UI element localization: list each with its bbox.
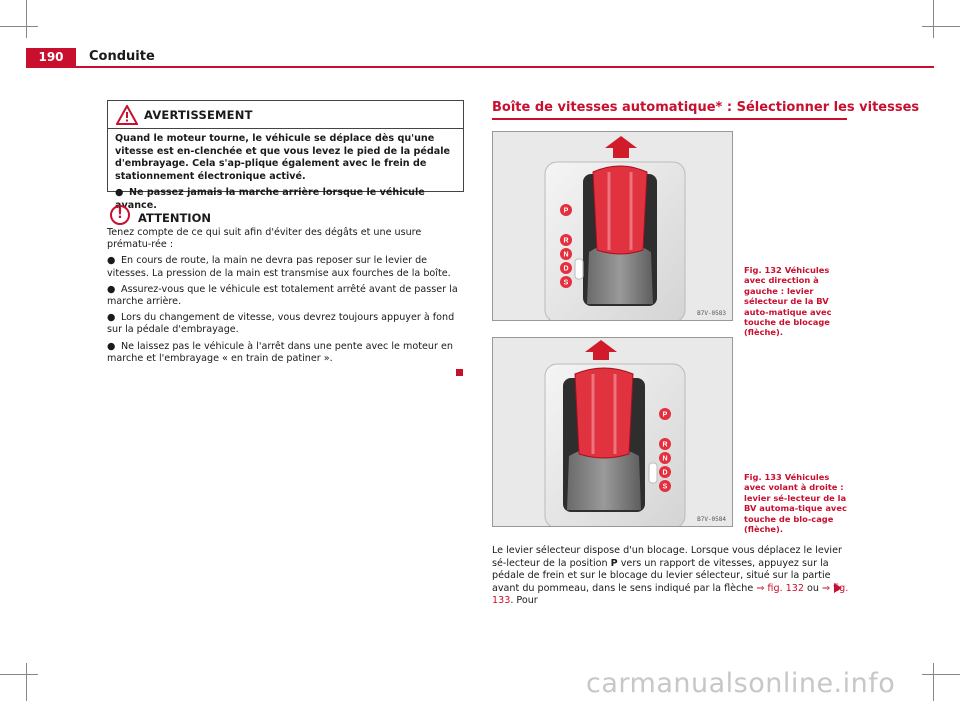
warning-bullet: ● Ne passez jamais la marche arrière lorsque le véhicule avance. xyxy=(115,187,425,211)
gear-selector-illustration xyxy=(493,132,733,321)
warning-paragraph: Quand le moteur tourne, le véhicule se déplace dès qu'une vitesse est en-clenchée et que vous levez le pied de la pédale d'embrayage. Cela s'ap-plique également avec le frein de stationnement électronique activé. xyxy=(115,133,451,182)
attention-item: ● En cours de route, la main ne devra pas reposer sur le levier de vitesses. La pression de la main est transmise aux fourches de la boîte. xyxy=(107,255,451,279)
crop-mark xyxy=(922,26,960,27)
figure-code: B7V-0584 xyxy=(697,516,726,523)
body-paragraph: Le levier sélecteur dispose d'un blocage. Lorsque vous déplacez le levier sé-lecteur de la position P vers un rapport de vitesses, appuyez sur la pédale de frein et sur le blocage du levier sélecteur, situé sur la partie avant du pommeau, dans le sens indiqué par la flèche ⇒ fig. 132 ou ⇒ fig. 133. Pour xyxy=(492,545,849,607)
gear-label-s: S xyxy=(662,483,668,491)
gear-label-n: N xyxy=(662,455,668,463)
crop-mark xyxy=(0,674,38,675)
attention-body xyxy=(107,227,464,369)
attention-item: ● Assurez-vous que le véhicule est totalement arrêté avant de passer la marche arrière. xyxy=(107,283,458,308)
gear-selector-illustration xyxy=(493,338,733,527)
gear-label-r: R xyxy=(662,441,668,449)
crop-mark xyxy=(922,674,960,675)
warning-body xyxy=(108,129,463,212)
gear-label-d: D xyxy=(563,265,569,273)
gear-label-d: D xyxy=(662,469,668,477)
figure-code: B7V-0583 xyxy=(697,310,726,317)
warning-title: AVERTISSEMENT xyxy=(144,107,253,122)
header-rule xyxy=(26,66,934,68)
figure-caption: Fig. 132 Véhicules avec direction à gauche : levier sélecteur de la BV auto-matique avec touche de blocage (flèche). xyxy=(744,265,832,338)
section-end-marker xyxy=(456,369,463,376)
attention-icon: ! xyxy=(110,205,130,225)
crop-mark xyxy=(0,26,38,27)
gear-label-r: R xyxy=(563,237,569,245)
attention-title: ATTENTION xyxy=(138,211,211,225)
warning-header xyxy=(108,101,463,129)
warning-triangle-icon xyxy=(116,105,138,125)
figure-132 xyxy=(492,131,733,321)
figure-reference-link[interactable]: ⇒ fig. 132 xyxy=(756,582,804,594)
figure-133 xyxy=(492,337,733,527)
warning-box xyxy=(107,100,464,211)
attention-item: ● Ne laissez pas le véhicule à l'arrêt dans une pente avec le moteur en marche et l'embrayage « en train de patiner ». xyxy=(107,340,453,364)
figure-caption: Fig. 133 Véhicules avec volant à droite : levier sé-lecteur de la BV automa-tique avec touche de blo-cage (flèche). xyxy=(744,472,847,535)
attention-item: ● Lors du changement de vitesse, vous devrez toujours appuyer à fond sur la pédale d'embrayage. xyxy=(107,312,455,336)
crop-mark xyxy=(933,663,934,701)
continue-arrow-icon xyxy=(834,583,842,593)
crop-mark xyxy=(933,0,934,38)
gear-label-p: P xyxy=(563,207,569,215)
attention-intro: Tenez compte de ce qui suit afin d'éviter des dégâts et une usure prématu-rée : xyxy=(107,227,422,251)
crop-mark xyxy=(26,0,27,38)
gear-label-n: N xyxy=(563,251,569,259)
gear-label-p: P xyxy=(662,411,668,419)
watermark: carmanualsonline.info xyxy=(586,668,896,699)
heading-rule xyxy=(492,118,847,120)
page-number: 190 xyxy=(26,48,76,66)
crop-mark xyxy=(26,663,27,701)
figure-reference-link[interactable]: ⇒ fig. 133 xyxy=(492,582,849,607)
section-title: Conduite xyxy=(89,49,155,64)
gear-label-s: S xyxy=(563,279,569,287)
section-heading: Boîte de vitesses automatique* : Sélectionner les vitesses xyxy=(492,100,920,115)
